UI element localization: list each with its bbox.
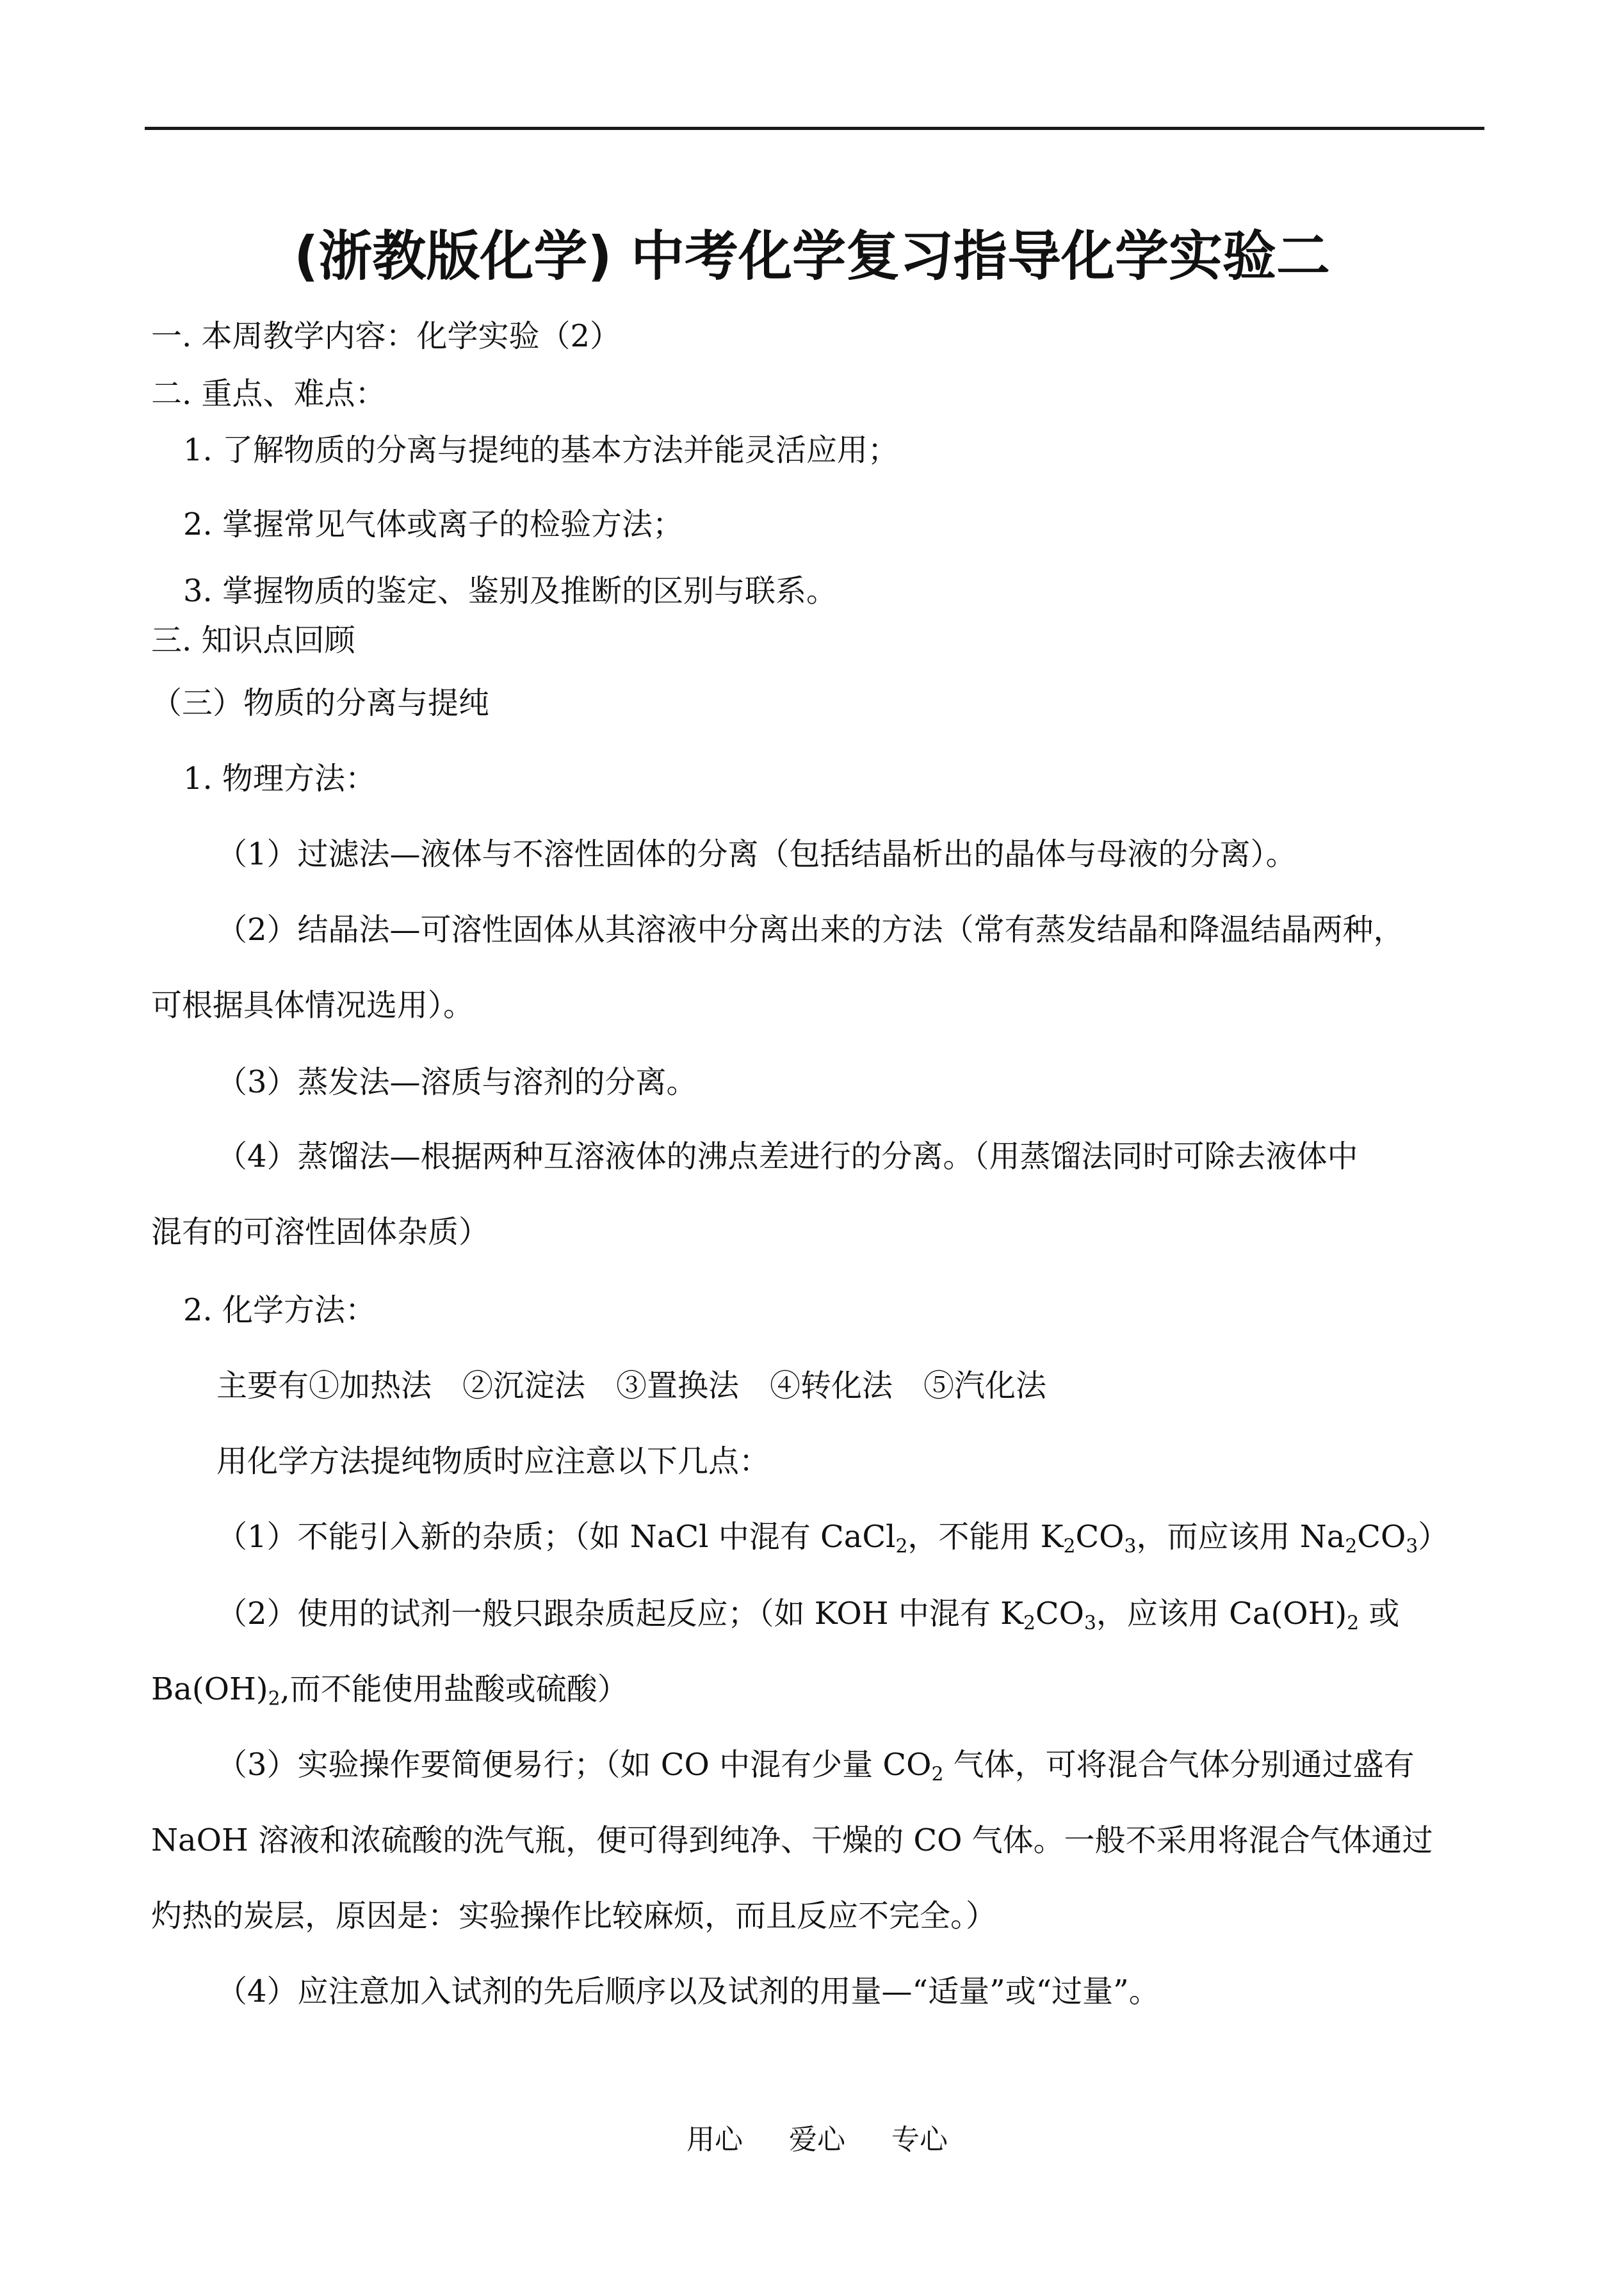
key-point-3: 3. 掌握物质的鉴定、鉴别及推断的区别与联系。 (183, 573, 838, 609)
document-title: (浙教版化学) 中考化学复习指导化学实验二 (293, 225, 1331, 288)
header-rule (145, 127, 1484, 130)
physical-method-3: （3）蒸发法—溶质与溶剂的分离。 (216, 1064, 697, 1100)
rule-2-cont: $Ba(OH)_2$,而不能使用盐酸或硫酸） (151, 1671, 628, 1710)
chemical-methods-heading: 2. 化学方法： (183, 1292, 377, 1328)
key-point-1: 1. 了解物质的分离与提纯的基本方法并能灵活应用； (183, 432, 899, 468)
physical-method-4-cont: 混有的可溶性固体杂质） (151, 1214, 490, 1250)
rule-2: （2）使用的试剂一般只跟杂质起反应；（如 KOH 中混有 $K_2CO_3$，应该用 $Ca(OH)_2$ 或 (216, 1596, 1400, 1635)
section-2-heading: 二. 重点、难点： (151, 376, 386, 412)
footer-word-1: 用心 (686, 2123, 743, 2156)
chemical-methods-note: 用化学方法提纯物质时应注意以下几点： (216, 1443, 770, 1479)
physical-method-2-cont: 可根据具体情况选用）。 (151, 987, 475, 1023)
physical-method-4: （4）蒸馏法—根据两种互溶液体的沸点差进行的分离。（用蒸馏法同时可除去液体中 (216, 1139, 1358, 1174)
section-1-heading: 一. 本周教学内容：化学实验（2） (151, 318, 621, 354)
chemical-methods-list: 主要有①加热法 ②沉淀法 ③置换法 ④转化法 ⑤汽化法 (216, 1368, 1047, 1404)
section-3-heading: 三. 知识点回顾 (151, 622, 355, 658)
physical-methods-heading: 1. 物理方法： (183, 761, 377, 797)
rule-3-cont-2: 灼热的炭层，原因是：实验操作比较麻烦，而且反应不完全。） (151, 1898, 997, 1934)
subsection-heading: （三）物质的分离与提纯 (151, 685, 490, 721)
physical-method-1: （1）过滤法—液体与不溶性固体的分离（包括结晶析出的晶体与母液的分离）。 (216, 836, 1297, 872)
page-footer (686, 2121, 994, 2159)
rule-4: （4）应注意加入试剂的先后顺序以及试剂的用量—“适量”或“过量”。 (216, 1974, 1160, 2009)
footer-word-2: 爱心 (789, 2123, 845, 2156)
key-point-2: 2. 掌握常见气体或离子的检验方法； (183, 507, 684, 542)
rule-1: （1）不能引入新的杂质；（如 NaCl 中混有 CaCl$_2$，不能用 $K_2CO_3$，而应该用 $Na_2CO_3$） (216, 1519, 1449, 1558)
rule-3: （3）实验操作要简便易行；（如 CO 中混有少量 $CO_2$ 气体，可将混合气体分别通过盛有 (216, 1747, 1415, 1786)
rule-3-cont-1: NaOH 溶液和浓硫酸的洗气瓶，便可得到纯净、干燥的 CO 气体。一般不采用将混合气体通过 (151, 1822, 1433, 1858)
footer-word-3: 专心 (891, 2123, 948, 2156)
physical-method-2: （2）结晶法—可溶性固体从其溶液中分离出来的方法（常有蒸发结晶和降温结晶两种， (216, 912, 1404, 948)
